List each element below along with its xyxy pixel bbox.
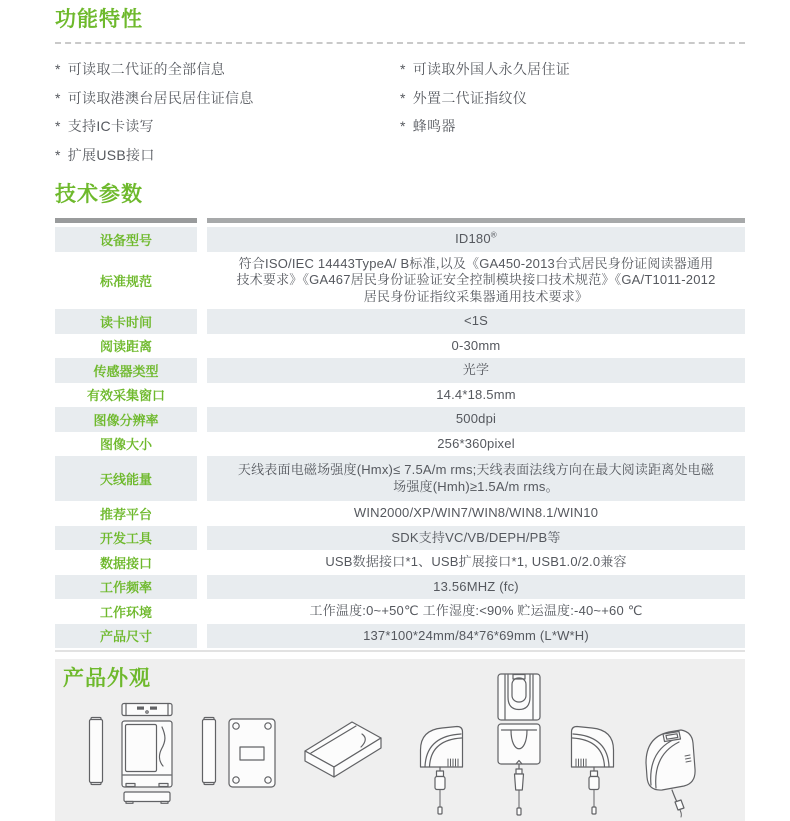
spec-label: 读卡时间 xyxy=(55,309,197,334)
bullet: * xyxy=(400,118,406,134)
fingerprint-side-right-drawing xyxy=(567,723,617,815)
spec-value: 光学 xyxy=(207,358,745,383)
spec-label: 传感器类型 xyxy=(55,358,197,383)
spec-label: 图像分辨率 xyxy=(55,407,197,432)
spec-value: 256*360pixel xyxy=(437,435,515,451)
table-top-bar-left xyxy=(55,218,197,223)
spec-label: 推荐平台 xyxy=(99,506,152,522)
reader-isometric-drawing xyxy=(298,713,386,787)
spec-row xyxy=(55,599,745,624)
features-column-left xyxy=(55,55,400,169)
spec-value: 500dpi xyxy=(207,407,745,432)
features-list xyxy=(55,55,745,169)
spec-value: <1S xyxy=(207,309,745,334)
spec-row xyxy=(55,383,745,408)
spec-value: 14.4*18.5mm xyxy=(436,386,516,402)
spec-value: ID180® xyxy=(207,227,745,252)
bullet: * xyxy=(55,146,61,163)
feature-item xyxy=(55,84,400,113)
feature-item xyxy=(55,141,400,170)
reader-back-drawing xyxy=(228,718,276,788)
feature-text: 可读取外国人永久居住证 xyxy=(412,61,571,77)
fingerprint-front-drawing xyxy=(497,723,541,817)
reader-front-drawing xyxy=(121,720,173,788)
appearance-title: 产品外观 xyxy=(63,667,151,690)
spec-row xyxy=(55,526,745,551)
features-title: 功能特性 xyxy=(55,8,143,31)
table-top-bar xyxy=(55,218,745,223)
spec-label: 图像大小 xyxy=(99,437,152,453)
spec-label: 开发工具 xyxy=(55,526,197,551)
table-bottom-divider xyxy=(55,650,745,652)
bullet: * xyxy=(55,61,61,77)
fingerprint-side-left-drawing xyxy=(417,723,467,815)
spec-value: 137*100*24mm/84*76*69mm (L*W*H) xyxy=(207,624,745,649)
spec-row xyxy=(55,501,745,526)
feature-text: 外置二代证指纹仪 xyxy=(412,89,528,106)
feature-item xyxy=(400,112,745,141)
feature-text: 可读取二代证的全部信息 xyxy=(67,61,226,77)
spec-label: 工作频率 xyxy=(55,575,197,600)
spec-row xyxy=(55,334,745,359)
feature-item xyxy=(400,55,745,84)
features-column-right xyxy=(400,55,745,169)
spec-value: SDK支持VC/VB/DEPH/PB等 xyxy=(207,526,745,551)
feature-item xyxy=(55,55,400,84)
spec-label: 阅读距离 xyxy=(99,339,152,355)
specs-section xyxy=(55,181,745,652)
feature-text: 可读取港澳台居民居住证信息 xyxy=(67,89,254,106)
spec-row xyxy=(55,252,745,310)
feature-item xyxy=(400,84,745,113)
spec-row xyxy=(55,432,745,457)
spec-label: 数据接口 xyxy=(99,555,152,571)
bullet: * xyxy=(55,118,61,134)
bullet: * xyxy=(400,89,406,106)
registered-mark: ® xyxy=(490,230,497,240)
spec-value: WIN2000/XP/WIN7/WIN8/WIN8.1/WIN10 xyxy=(353,505,599,520)
bullet: * xyxy=(400,61,406,77)
feature-item xyxy=(55,112,400,141)
reader-bottom-strip-drawing xyxy=(123,791,171,804)
spec-value: 0-30mm xyxy=(451,337,501,353)
spec-value: 天线表面电磁场强度(Hmx)≤ 7.5A/m rms;天线表面法线方向在最大阅读距离处电磁场强度(Hmh)≥1.5A/m rms。 xyxy=(207,456,745,501)
spec-label: 产品尺寸 xyxy=(55,624,197,649)
spec-value: 工作温度:0~+50℃ 工作湿度:<90% 贮运温度:-40~+60 ℃ xyxy=(309,603,643,618)
spec-label: 设备型号 xyxy=(55,227,197,252)
fingerprint-isometric-drawing xyxy=(639,723,701,819)
feature-text: 支持IC卡读写 xyxy=(67,118,154,134)
spec-value: USB数据接口*1、USB扩展接口*1, USB1.0/2.0兼容 xyxy=(325,554,627,569)
feature-text: 扩展USB接口 xyxy=(67,146,155,163)
spec-table xyxy=(55,218,745,648)
spec-label: 标准规范 xyxy=(99,273,152,289)
spec-row xyxy=(55,456,745,501)
spec-row xyxy=(55,227,745,252)
fingerprint-top-drawing xyxy=(497,673,541,721)
spec-row xyxy=(55,624,745,649)
spec-label: 有效采集窗口 xyxy=(86,388,165,404)
appearance-section xyxy=(55,659,745,821)
specs-title: 技术参数 xyxy=(55,183,143,206)
spec-row xyxy=(55,309,745,334)
features-section xyxy=(55,6,745,169)
spec-label: 天线能量 xyxy=(55,456,197,501)
reader-side-right-drawing xyxy=(201,716,217,786)
spec-value: 符合ISO/IEC 14443TypeA/ B标准,以及《GA450-2013台式居民身份证阅读器通用技术要求》《GA467居民身份证验证安全控制模块接口技术规范》《GA/T1011-2012居民身份证指纹采集器通用技术要求》 xyxy=(236,255,716,304)
spec-row xyxy=(55,550,745,575)
dashed-divider xyxy=(55,42,745,44)
table-top-bar-right xyxy=(207,218,745,223)
feature-text: 蜂鸣器 xyxy=(412,118,456,134)
spec-row xyxy=(55,575,745,600)
reader-side-left-drawing xyxy=(88,716,104,786)
spec-label: 工作环境 xyxy=(99,604,152,620)
spec-row xyxy=(55,407,745,432)
bullet: * xyxy=(55,89,61,106)
reader-top-strip-drawing xyxy=(121,702,173,717)
spec-row xyxy=(55,358,745,383)
spec-value: 13.56MHZ (fc) xyxy=(207,575,745,600)
